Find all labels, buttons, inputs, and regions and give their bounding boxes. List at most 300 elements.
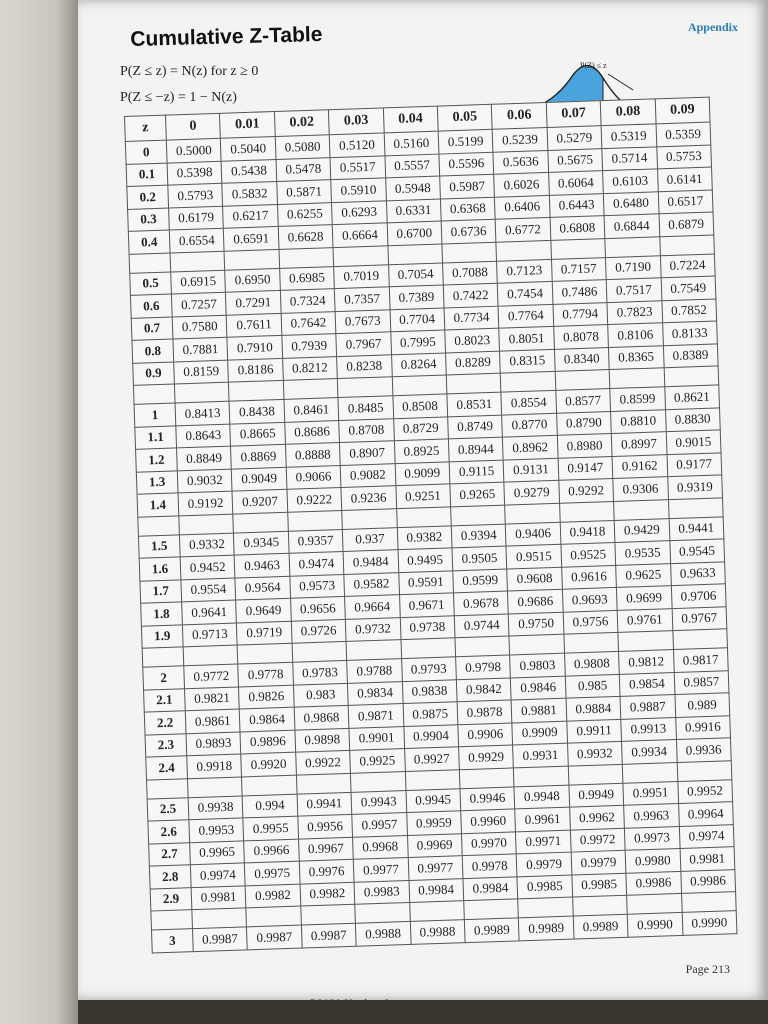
probability-cell: 0.9382 <box>397 525 452 549</box>
probability-cell: 0.8531 <box>447 392 502 416</box>
z-value-cell: 1.3 <box>136 470 178 494</box>
z-value-cell: 0.8 <box>132 339 174 363</box>
probability-cell: 0.9896 <box>240 730 295 754</box>
page-bottom-edge <box>78 1000 768 1024</box>
probability-cell: 0.7995 <box>390 330 445 354</box>
probability-cell: 0.9909 <box>512 721 567 745</box>
probability-cell: 0.9357 <box>288 529 343 553</box>
probability-cell: 0.8770 <box>502 413 557 437</box>
z-value-cell: 0.1 <box>126 163 168 187</box>
probability-cell: 0.8289 <box>445 351 500 375</box>
probability-cell: 0.7486 <box>552 280 607 304</box>
probability-cell: 0.9989 <box>573 914 628 938</box>
probability-cell: 0.7389 <box>389 285 444 309</box>
z-column-header: z <box>125 115 167 141</box>
probability-cell: 0.5636 <box>493 150 548 174</box>
empty-cell <box>668 497 723 518</box>
empty-cell <box>627 893 682 914</box>
z-value-cell: 1.1 <box>135 425 177 449</box>
probability-cell: 0.9854 <box>619 672 674 696</box>
probability-cell: 0.9988 <box>356 921 411 945</box>
probability-cell: 0.8554 <box>501 390 556 414</box>
probability-cell: 0.994 <box>242 794 297 818</box>
probability-cell: 0.8106 <box>608 323 663 347</box>
probability-cell: 0.7734 <box>444 306 499 330</box>
probability-cell: 0.9834 <box>348 681 403 705</box>
probability-cell: 0.5948 <box>385 176 440 200</box>
page-number: Page 213 <box>685 962 730 976</box>
probability-cell: 0.9608 <box>507 567 562 591</box>
probability-cell: 0.9982 <box>300 882 355 906</box>
probability-cell: 0.9177 <box>667 452 722 476</box>
z-value-cell: 2.4 <box>146 756 188 780</box>
empty-cell <box>605 236 660 257</box>
empty-cell <box>342 508 397 529</box>
probability-cell: 0.9976 <box>299 859 354 883</box>
probability-cell: 0.9918 <box>187 754 242 778</box>
probability-cell: 0.7324 <box>280 289 335 313</box>
z-value-cell: 2.5 <box>147 797 189 821</box>
empty-cell <box>551 238 606 259</box>
probability-cell: 0.9931 <box>513 743 568 767</box>
probability-cell: 0.8686 <box>285 420 340 444</box>
probability-cell: 0.9162 <box>612 454 667 478</box>
z-value-cell: 0.3 <box>128 208 170 232</box>
probability-cell: 0.9591 <box>398 570 453 594</box>
probability-cell: 0.9394 <box>451 524 506 548</box>
probability-cell: 0.9945 <box>406 788 461 812</box>
probability-cell: 0.9988 <box>410 920 465 944</box>
empty-cell <box>509 634 564 655</box>
probability-cell: 0.9955 <box>243 816 298 840</box>
probability-cell: 0.9977 <box>408 856 463 880</box>
probability-cell: 0.9953 <box>189 818 244 842</box>
probability-cell: 0.9973 <box>624 826 679 850</box>
z-value-cell: 0.7 <box>131 317 173 341</box>
probability-cell: 0.9744 <box>454 614 509 638</box>
probability-cell: 0.9798 <box>456 655 511 679</box>
empty-cell <box>451 505 506 526</box>
probability-cell: 0.5832 <box>222 181 277 205</box>
probability-cell: 0.8264 <box>391 352 446 376</box>
probability-cell: 0.6103 <box>603 169 658 193</box>
probability-cell: 0.6591 <box>224 226 279 250</box>
probability-cell: 0.8980 <box>557 434 612 458</box>
column-header: 0.05 <box>437 104 492 131</box>
empty-cell <box>618 631 673 652</box>
probability-cell: 0.5040 <box>221 137 276 161</box>
probability-cell: 0.5871 <box>277 180 332 204</box>
probability-cell: 0.9738 <box>400 615 455 639</box>
probability-cell: 0.9901 <box>349 726 404 750</box>
probability-cell: 0.9985 <box>517 875 572 899</box>
probability-cell: 0.9788 <box>347 659 402 683</box>
probability-cell: 0.6554 <box>169 228 224 252</box>
probability-cell: 0.9783 <box>292 660 347 684</box>
probability-cell: 0.7611 <box>227 313 282 337</box>
probability-cell: 0.9015 <box>666 430 721 454</box>
probability-cell: 0.985 <box>565 674 620 698</box>
probability-cell: 0.5478 <box>276 157 331 181</box>
probability-cell: 0.9946 <box>460 786 515 810</box>
probability-cell: 0.9972 <box>570 828 625 852</box>
probability-cell: 0.9987 <box>301 923 356 947</box>
probability-cell: 0.9984 <box>409 878 464 902</box>
probability-cell: 0.9826 <box>239 685 294 709</box>
probability-cell: 0.9964 <box>678 802 733 826</box>
probability-cell: 0.9265 <box>450 482 505 506</box>
probability-cell: 0.8708 <box>339 418 394 442</box>
probability-cell: 0.9878 <box>457 700 512 724</box>
empty-cell <box>151 910 193 930</box>
probability-cell: 0.6950 <box>225 268 280 292</box>
empty-cell <box>681 892 736 913</box>
empty-cell <box>187 776 242 797</box>
probability-cell: 0.9969 <box>407 833 462 857</box>
page-title: Cumulative Z-Table <box>130 22 323 51</box>
probability-cell: 0.9906 <box>458 722 513 746</box>
probability-cell: 0.9582 <box>344 572 399 596</box>
empty-cell <box>142 647 184 667</box>
probability-cell: 0.9279 <box>504 480 559 504</box>
probability-cell: 0.9306 <box>613 477 668 501</box>
z-value-cell: 1.8 <box>141 602 183 626</box>
probability-cell: 0.5160 <box>384 131 439 155</box>
area-label: P(Z) ≤ z <box>580 61 607 70</box>
probability-cell: 0.9756 <box>563 610 618 634</box>
probability-cell: 0.9966 <box>244 839 299 863</box>
probability-cell: 0.8621 <box>664 385 719 409</box>
probability-cell: 0.9693 <box>562 587 617 611</box>
empty-cell <box>568 764 623 785</box>
probability-cell: 0.8997 <box>611 432 666 456</box>
empty-cell <box>292 641 347 662</box>
probability-cell: 0.6331 <box>386 199 441 223</box>
z-value-cell: 0.5 <box>130 272 172 296</box>
empty-cell <box>501 371 556 392</box>
probability-cell: 0.9941 <box>297 792 352 816</box>
z-table-wrapper <box>124 97 739 996</box>
empty-cell <box>233 512 288 533</box>
probability-cell: 0.9884 <box>566 696 621 720</box>
probability-cell: 0.9625 <box>616 563 671 587</box>
probability-cell: 0.6064 <box>548 171 603 195</box>
probability-cell: 0.7019 <box>334 264 389 288</box>
probability-cell: 0.9236 <box>341 486 396 510</box>
probability-cell: 0.6217 <box>223 204 278 228</box>
empty-cell <box>138 515 180 535</box>
z-value-cell: 1.9 <box>141 624 183 648</box>
empty-cell <box>564 632 619 653</box>
probability-cell: 0.5239 <box>492 127 547 151</box>
probability-cell: 0.9192 <box>178 491 233 515</box>
empty-cell <box>283 379 338 400</box>
probability-cell: 0.7881 <box>173 337 228 361</box>
probability-cell: 0.9948 <box>514 785 569 809</box>
probability-cell: 0.5596 <box>439 152 494 176</box>
probability-cell: 0.9808 <box>564 651 619 675</box>
probability-cell: 0.6517 <box>658 190 713 214</box>
z-value-cell: 0.9 <box>133 361 175 385</box>
empty-cell <box>446 373 501 394</box>
probability-cell: 0.9429 <box>614 518 669 542</box>
probability-cell: 0.8508 <box>392 394 447 418</box>
probability-cell: 0.9957 <box>352 813 407 837</box>
empty-cell <box>129 253 171 273</box>
probability-cell: 0.9970 <box>461 831 516 855</box>
empty-cell <box>672 629 727 650</box>
empty-cell <box>559 501 614 522</box>
probability-cell: 0.7823 <box>607 300 662 324</box>
probability-cell: 0.7291 <box>226 290 281 314</box>
z-value-cell: 2.7 <box>149 842 191 866</box>
probability-cell: 0.9474 <box>289 551 344 575</box>
empty-cell <box>351 771 406 792</box>
column-header: 0.07 <box>546 101 601 128</box>
probability-cell: 0.9938 <box>188 795 243 819</box>
probability-cell: 0.9633 <box>670 561 725 585</box>
empty-cell <box>387 244 442 265</box>
probability-cell: 0.9573 <box>290 574 345 598</box>
probability-cell: 0.9864 <box>240 707 295 731</box>
probability-cell: 0.9871 <box>348 704 403 728</box>
probability-cell: 0.8599 <box>610 387 665 411</box>
z-table <box>124 97 737 953</box>
probability-cell: 0.9990 <box>682 911 737 935</box>
empty-cell <box>242 775 297 796</box>
probability-cell: 0.9671 <box>399 593 454 617</box>
probability-cell: 0.6443 <box>549 193 604 217</box>
empty-cell <box>229 380 284 401</box>
probability-cell: 0.9949 <box>569 783 624 807</box>
probability-cell: 0.9974 <box>679 824 734 848</box>
probability-cell: 0.8212 <box>282 356 337 380</box>
probability-cell: 0.9979 <box>571 850 626 874</box>
empty-cell <box>572 895 627 916</box>
probability-cell: 0.8810 <box>611 409 666 433</box>
probability-cell: 0.8888 <box>285 443 340 467</box>
probability-cell: 0.9706 <box>671 584 726 608</box>
probability-cell: 0.9952 <box>677 779 732 803</box>
probability-cell: 0.5793 <box>168 183 223 207</box>
probability-cell: 0.6293 <box>332 200 387 224</box>
column-header: 0.01 <box>220 112 275 139</box>
probability-cell: 0.8665 <box>230 422 285 446</box>
probability-cell: 0.9750 <box>509 612 564 636</box>
empty-cell <box>514 766 569 787</box>
z-value-cell: 0.6 <box>130 294 172 318</box>
probability-cell: 0.6915 <box>171 270 226 294</box>
probability-cell: 0.9965 <box>190 840 245 864</box>
probability-cell: 0.7704 <box>390 307 445 331</box>
probability-cell: 0.6879 <box>659 212 714 236</box>
probability-cell: 0.9987 <box>192 927 247 951</box>
probability-cell: 0.8186 <box>228 358 283 382</box>
column-header: 0.04 <box>383 106 438 133</box>
probability-cell: 0.8577 <box>556 389 611 413</box>
z-value-cell: 2.3 <box>145 733 187 757</box>
probability-cell: 0.9932 <box>567 741 622 765</box>
probability-cell: 0.9981 <box>680 847 735 871</box>
empty-cell <box>337 377 392 398</box>
empty-cell <box>664 366 719 387</box>
area-label-pointer <box>608 74 633 90</box>
probability-cell: 0.9846 <box>511 676 566 700</box>
probability-cell: 0.7517 <box>606 278 661 302</box>
probability-cell: 0.8830 <box>665 407 720 431</box>
probability-cell: 0.9535 <box>615 541 670 565</box>
probability-cell: 0.9978 <box>462 854 517 878</box>
probability-cell: 0.9922 <box>295 750 350 774</box>
formula-positive: P(Z ≤ z) = N(z) for z ≥ 0 <box>120 64 259 79</box>
probability-cell: 0.8925 <box>394 439 449 463</box>
probability-cell: 0.5675 <box>548 148 603 172</box>
probability-cell: 0.983 <box>293 683 348 707</box>
empty-cell <box>622 762 677 783</box>
probability-cell: 0.9817 <box>673 648 728 672</box>
probability-cell: 0.8023 <box>445 328 500 352</box>
probability-cell: 0.7088 <box>442 261 497 285</box>
probability-cell: 0.9066 <box>286 465 341 489</box>
column-header: 0.06 <box>492 103 547 130</box>
probability-cell: 0.9778 <box>238 662 293 686</box>
empty-cell <box>147 778 189 798</box>
probability-cell: 0.9147 <box>558 456 613 480</box>
probability-cell: 0.8907 <box>340 441 395 465</box>
probability-cell: 0.9838 <box>402 679 457 703</box>
z-value-cell: 2.8 <box>149 865 191 889</box>
probability-cell: 0.9842 <box>456 677 511 701</box>
probability-cell: 0.6141 <box>657 167 712 191</box>
empty-cell <box>237 643 292 664</box>
probability-cell: 0.7580 <box>172 315 227 339</box>
probability-cell: 0.9821 <box>185 687 240 711</box>
empty-cell <box>396 506 451 527</box>
z-value-cell: 3 <box>152 929 194 953</box>
probability-cell: 0.9319 <box>667 475 722 499</box>
probability-cell: 0.9719 <box>237 621 292 645</box>
probability-cell: 0.9986 <box>626 871 681 895</box>
empty-cell <box>496 240 551 261</box>
probability-cell: 0.9441 <box>669 516 724 540</box>
probability-cell: 0.9767 <box>672 606 727 630</box>
probability-cell: 0.9985 <box>572 873 627 897</box>
probability-cell: 0.9803 <box>510 653 565 677</box>
probability-cell: 0.8749 <box>448 415 503 439</box>
probability-cell: 0.9960 <box>461 809 516 833</box>
probability-cell: 0.7054 <box>388 263 443 287</box>
z-value-cell: 1 <box>134 403 176 427</box>
probability-cell: 0.7764 <box>498 304 553 328</box>
probability-cell: 0.9082 <box>340 463 395 487</box>
probability-cell: 0.9979 <box>517 852 572 876</box>
z-value-cell: 2.9 <box>150 887 192 911</box>
probability-cell: 0.9975 <box>245 861 300 885</box>
probability-cell: 0.9971 <box>516 830 571 854</box>
probability-cell: 0.9936 <box>676 738 731 762</box>
probability-cell: 0.7157 <box>551 257 606 281</box>
probability-cell: 0.5279 <box>547 126 602 150</box>
probability-cell: 0.9934 <box>622 740 677 764</box>
probability-cell: 0.9967 <box>298 837 353 861</box>
probability-cell: 0.9982 <box>245 884 300 908</box>
probability-cell: 0.8849 <box>177 446 232 470</box>
probability-cell: 0.9868 <box>294 705 349 729</box>
probability-cell: 0.5910 <box>331 178 386 202</box>
probability-cell: 0.9977 <box>353 857 408 881</box>
probability-cell: 0.6026 <box>494 172 549 196</box>
probability-cell: 0.5000 <box>166 138 221 162</box>
probability-cell: 0.5120 <box>329 133 384 157</box>
probability-cell: 0.9616 <box>561 565 616 589</box>
probability-cell: 0.7190 <box>606 255 661 279</box>
probability-cell: 0.9554 <box>181 578 236 602</box>
empty-cell <box>405 769 460 790</box>
column-header: 0 <box>165 113 220 140</box>
probability-cell: 0.8944 <box>448 437 503 461</box>
probability-cell: 0.5398 <box>167 161 222 185</box>
probability-cell: 0.6179 <box>169 206 224 230</box>
probability-cell: 0.9963 <box>624 804 679 828</box>
probability-cell: 0.9207 <box>232 489 287 513</box>
probability-cell: 0.9951 <box>623 781 678 805</box>
probability-cell: 0.6628 <box>278 225 333 249</box>
empty-cell <box>170 251 225 272</box>
probability-cell: 0.5753 <box>656 145 711 169</box>
z-value-cell: 1.5 <box>138 534 180 558</box>
probability-cell: 0.9959 <box>406 811 461 835</box>
probability-cell: 0.9678 <box>453 591 508 615</box>
empty-cell <box>392 375 447 396</box>
probability-cell: 0.6700 <box>387 221 442 245</box>
probability-cell: 0.9406 <box>506 522 561 546</box>
probability-cell: 0.989 <box>675 693 730 717</box>
probability-cell: 0.9812 <box>619 650 674 674</box>
empty-cell <box>174 382 229 403</box>
probability-cell: 0.6772 <box>495 217 550 241</box>
column-header: 0.08 <box>600 99 655 126</box>
probability-cell: 0.5080 <box>275 135 330 159</box>
probability-cell: 0.9032 <box>177 469 232 493</box>
probability-cell: 0.7794 <box>553 302 608 326</box>
probability-cell: 0.9956 <box>298 814 353 838</box>
book-page <box>78 0 768 1000</box>
probability-cell: 0.9251 <box>395 484 450 508</box>
empty-cell <box>455 636 510 657</box>
probability-cell: 0.6985 <box>279 266 334 290</box>
empty-cell <box>355 902 410 923</box>
appendix-label: Appendix <box>687 20 738 34</box>
empty-cell <box>609 368 664 389</box>
probability-cell: 0.6406 <box>495 195 550 219</box>
probability-cell: 0.9525 <box>561 542 616 566</box>
empty-cell <box>192 908 247 929</box>
probability-cell: 0.9989 <box>464 918 519 942</box>
probability-cell: 0.8461 <box>284 398 339 422</box>
probability-cell: 0.5517 <box>330 155 385 179</box>
empty-cell <box>464 899 519 920</box>
probability-cell: 0.9564 <box>235 576 290 600</box>
z-value-cell: 2 <box>143 666 185 690</box>
probability-cell: 0.9793 <box>401 657 456 681</box>
probability-cell: 0.5714 <box>602 146 657 170</box>
probability-cell: 0.9904 <box>403 724 458 748</box>
probability-cell: 0.8238 <box>337 354 392 378</box>
empty-cell <box>224 249 279 270</box>
probability-cell: 0.9115 <box>449 460 504 484</box>
probability-cell: 0.9990 <box>627 912 682 936</box>
probability-cell: 0.7910 <box>227 335 282 359</box>
